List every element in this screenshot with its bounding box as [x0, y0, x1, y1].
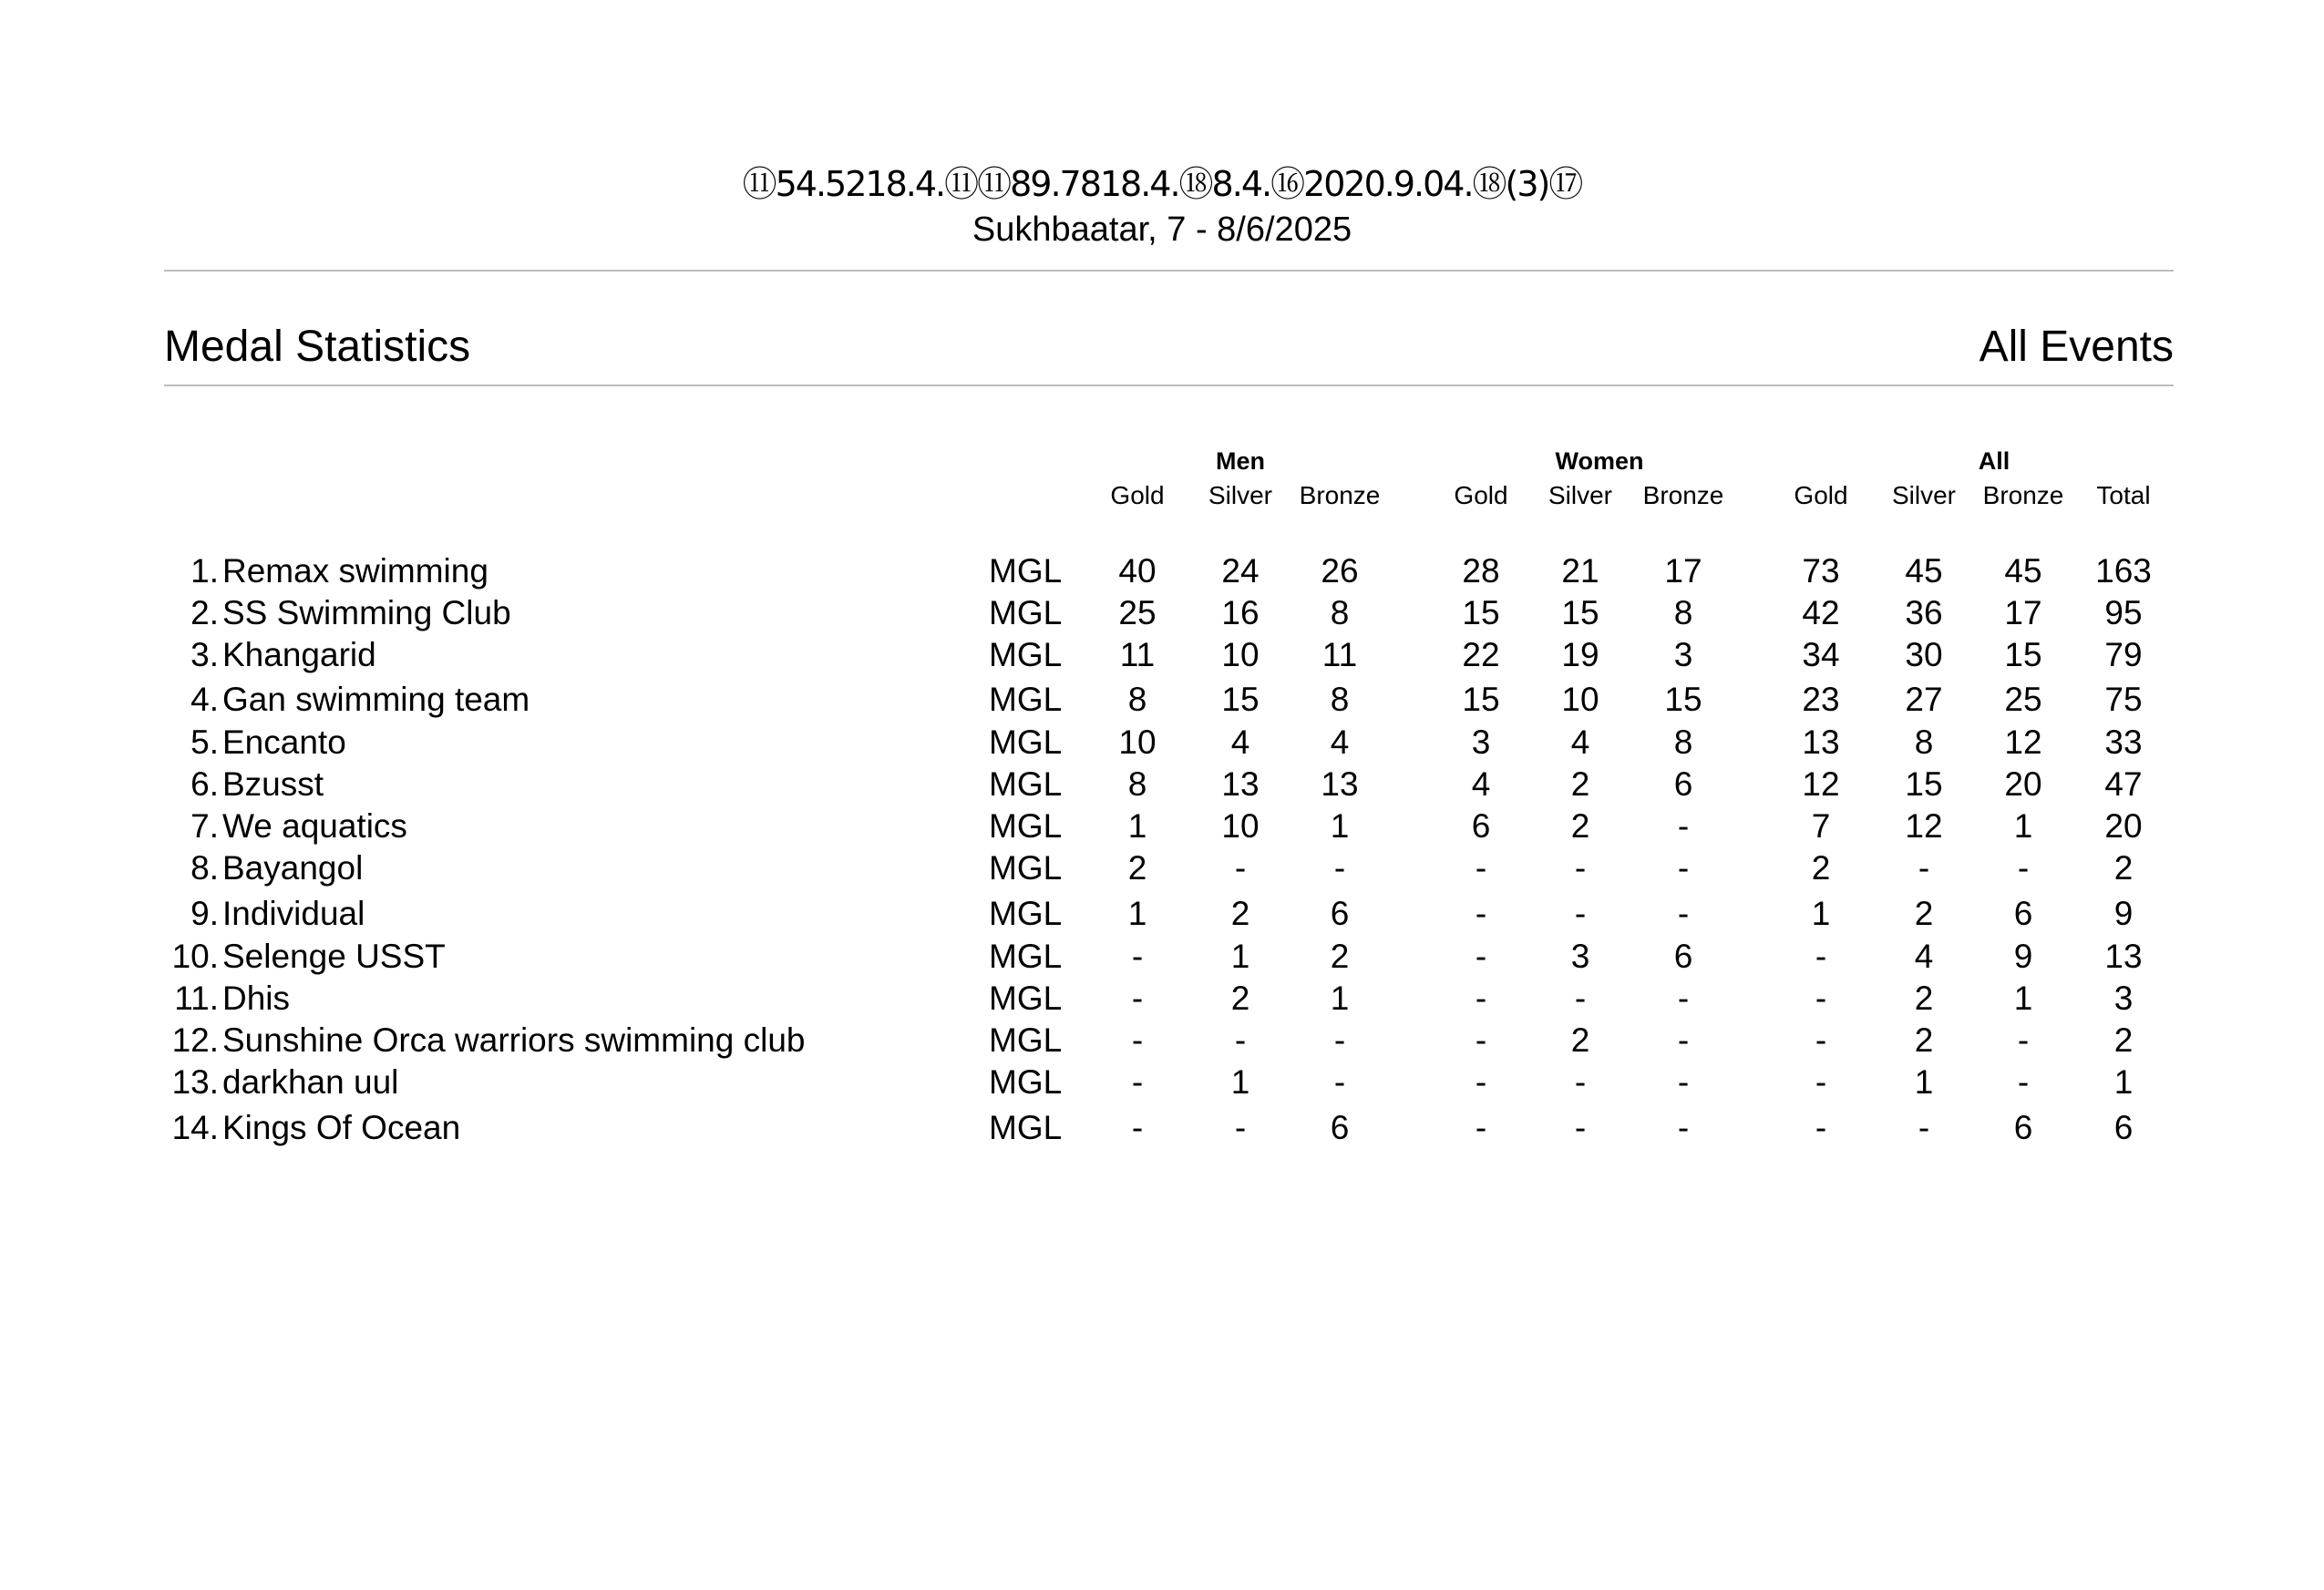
- medal-count-cell: 8: [1127, 765, 1147, 803]
- country-cell: MGL: [989, 765, 1063, 803]
- club-name-cell: Remax swimming: [222, 552, 488, 590]
- medal-count-cell: 10: [1561, 681, 1599, 718]
- medal-count-cell: 1: [1230, 1063, 1250, 1101]
- medal-count-cell: 1: [2113, 1063, 2134, 1101]
- country-cell: MGL: [989, 1063, 1063, 1101]
- medal-count-cell: -: [1475, 938, 1487, 975]
- club-name-cell: Bayangol: [222, 849, 364, 887]
- table-row: [0, 1107, 2324, 1149]
- medal-count-cell: 16: [1221, 594, 1260, 631]
- column-header-bronze: Bronze: [1299, 481, 1381, 509]
- medal-count-cell: 2: [1230, 895, 1250, 932]
- medal-count-cell: 22: [1462, 636, 1500, 673]
- rank-cell: 5.: [190, 723, 219, 761]
- medal-count-cell: 1: [2013, 807, 2033, 845]
- country-cell: MGL: [989, 723, 1063, 761]
- medal-count-cell: -: [1815, 1109, 1827, 1146]
- medal-count-cell: -: [1333, 1063, 1346, 1101]
- medal-count-cell: 1: [1230, 938, 1250, 975]
- column-header-gold: Gold: [1110, 481, 1165, 509]
- table-row: [0, 805, 2324, 847]
- medal-count-cell: 3: [1673, 636, 1693, 673]
- medal-count-cell: 8: [1127, 681, 1147, 718]
- medal-count-cell: 1: [1330, 807, 1350, 845]
- club-name-cell: Individual: [222, 895, 365, 932]
- medal-count-cell: 6: [2013, 1109, 2033, 1146]
- medal-count-cell: 6: [1673, 938, 1693, 975]
- medal-count-cell: 1: [1127, 895, 1147, 932]
- medal-count-cell: -: [1677, 895, 1690, 932]
- rank-cell: 7.: [190, 807, 219, 845]
- medal-count-cell: -: [1918, 1109, 1930, 1146]
- medal-count-cell: -: [1574, 895, 1587, 932]
- club-name-cell: SS Swimming Club: [222, 594, 511, 631]
- medal-count-cell: -: [2017, 849, 2030, 887]
- table-row: [0, 679, 2324, 721]
- medal-count-cell: -: [1815, 1021, 1827, 1059]
- medal-count-cell: 12: [2004, 723, 2042, 761]
- medal-count-cell: 15: [1462, 594, 1500, 631]
- medal-count-cell: 1: [1127, 807, 1147, 845]
- country-cell: MGL: [989, 849, 1063, 887]
- column-header-bronze: Bronze: [1642, 481, 1724, 509]
- medal-count-cell: 6: [1673, 765, 1693, 803]
- medal-count-cell: 79: [2104, 636, 2143, 673]
- medal-count-cell: 4: [1570, 723, 1590, 761]
- medal-count-cell: -: [1475, 895, 1487, 932]
- medal-count-cell: 13: [2104, 938, 2143, 975]
- medal-count-cell: -: [1131, 1063, 1144, 1101]
- medal-count-cell: -: [1815, 980, 1827, 1017]
- medal-count-cell: 27: [1905, 681, 1943, 718]
- medal-count-cell: 2: [1811, 849, 1831, 887]
- medal-count-cell: 10: [1221, 807, 1260, 845]
- table-row: [0, 722, 2324, 764]
- rank-cell: 4.: [190, 681, 219, 718]
- medal-count-cell: 42: [1802, 594, 1840, 631]
- rank-cell: 3.: [190, 636, 219, 673]
- medal-count-cell: 15: [1905, 765, 1943, 803]
- club-name-cell: Khangarid: [222, 636, 376, 673]
- medal-count-cell: -: [1333, 849, 1346, 887]
- medal-count-cell: -: [2017, 1063, 2030, 1101]
- medal-count-cell: -: [1475, 1063, 1487, 1101]
- table-row: [0, 634, 2324, 676]
- rank-cell: 11.: [174, 980, 219, 1017]
- medal-count-cell: 8: [1673, 594, 1693, 631]
- medal-count-cell: 8: [1330, 594, 1350, 631]
- medal-count-cell: 25: [1118, 594, 1157, 631]
- medal-count-cell: 26: [1321, 552, 1359, 590]
- medal-count-cell: 33: [2104, 723, 2143, 761]
- medal-count-cell: -: [1131, 1021, 1144, 1059]
- medal-count-cell: 3: [2113, 980, 2134, 1017]
- section-divider: [164, 385, 2174, 386]
- medal-count-cell: 21: [1561, 552, 1599, 590]
- country-cell: MGL: [989, 938, 1063, 975]
- medal-count-cell: 23: [1802, 681, 1840, 718]
- column-header-silver: Silver: [1891, 481, 1956, 509]
- medal-count-cell: 17: [1664, 552, 1702, 590]
- rank-cell: 9.: [190, 895, 219, 932]
- country-cell: MGL: [989, 807, 1063, 845]
- medal-count-cell: -: [1234, 1021, 1247, 1059]
- medal-count-cell: -: [1574, 980, 1587, 1017]
- medal-count-cell: 1: [1914, 1063, 1934, 1101]
- header-divider: [164, 270, 2174, 272]
- group-header-all: All: [1978, 447, 2010, 475]
- medal-count-cell: 10: [1221, 636, 1260, 673]
- medal-count-cell: 30: [1905, 636, 1943, 673]
- medal-count-cell: 1: [2013, 980, 2033, 1017]
- medal-count-cell: 40: [1118, 552, 1157, 590]
- medal-count-cell: -: [1475, 980, 1487, 1017]
- medal-count-cell: 24: [1221, 552, 1260, 590]
- rank-cell: 6.: [190, 765, 219, 803]
- medal-count-cell: 13: [1802, 723, 1840, 761]
- medal-count-cell: 4: [1330, 723, 1350, 761]
- medal-count-cell: 13: [1321, 765, 1359, 803]
- medal-count-cell: 6: [1471, 807, 1491, 845]
- rank-cell: 8.: [190, 849, 219, 887]
- medal-count-cell: -: [1677, 1021, 1690, 1059]
- medal-count-cell: 1: [1811, 895, 1831, 932]
- club-name-cell: We aquatics: [222, 807, 407, 845]
- medal-count-cell: 11: [1119, 636, 1156, 673]
- club-name-cell: Encanto: [222, 723, 346, 761]
- column-header-bronze: Bronze: [1982, 481, 2064, 509]
- medal-count-cell: 6: [1330, 895, 1350, 932]
- medal-count-cell: 3: [1570, 938, 1590, 975]
- medal-count-cell: 15: [1221, 681, 1260, 718]
- medal-count-cell: 4: [1471, 765, 1491, 803]
- medal-count-cell: 12: [1905, 807, 1943, 845]
- medal-count-cell: 45: [2004, 552, 2042, 590]
- medal-count-cell: -: [1574, 1063, 1587, 1101]
- table-row: [0, 978, 2324, 1020]
- medal-count-cell: 2: [1570, 807, 1590, 845]
- medal-count-cell: -: [1574, 849, 1587, 887]
- table-row: [0, 1020, 2324, 1062]
- medal-count-cell: -: [1475, 1021, 1487, 1059]
- medal-count-cell: 15: [1561, 594, 1599, 631]
- event-location-date: Sukhbaatar, 7 - 8/6/2025: [972, 210, 1352, 249]
- medal-count-cell: 9: [2113, 895, 2134, 932]
- club-name-cell: Gan swimming team: [222, 681, 530, 718]
- medal-count-cell: -: [1677, 980, 1690, 1017]
- table-row: [0, 936, 2324, 978]
- rank-cell: 14.: [171, 1109, 219, 1146]
- medal-count-cell: -: [1131, 1109, 1144, 1146]
- table-row: [0, 550, 2324, 592]
- medal-count-cell: 2: [1127, 849, 1147, 887]
- medal-count-cell: 11: [1321, 636, 1358, 673]
- medal-count-cell: 163: [2095, 552, 2152, 590]
- club-name-cell: Sunshine Orca warriors swimming club: [222, 1021, 806, 1059]
- medal-count-cell: 6: [2013, 895, 2033, 932]
- table-row: [0, 592, 2324, 634]
- medal-count-cell: -: [1677, 1109, 1690, 1146]
- table-row: [0, 847, 2324, 889]
- rank-cell: 2.: [190, 594, 219, 631]
- medal-count-cell: 8: [1914, 723, 1934, 761]
- medal-count-cell: 8: [1673, 723, 1693, 761]
- medal-count-cell: 12: [1802, 765, 1840, 803]
- medal-count-cell: 17: [2004, 594, 2042, 631]
- column-header-gold: Gold: [1454, 481, 1508, 509]
- country-cell: MGL: [989, 594, 1063, 631]
- club-name-cell: Dhis: [222, 980, 291, 1017]
- medal-count-cell: -: [1234, 849, 1247, 887]
- table-row: [0, 893, 2324, 935]
- medal-count-cell: 4: [1914, 938, 1934, 975]
- table-row: [0, 1062, 2324, 1103]
- medal-count-cell: 3: [1471, 723, 1491, 761]
- section-title: Medal Statistics: [164, 323, 471, 371]
- club-name-cell: darkhan uul: [222, 1063, 399, 1101]
- medal-count-cell: 6: [2113, 1109, 2134, 1146]
- country-cell: MGL: [989, 980, 1063, 1017]
- medal-count-cell: 2: [1230, 980, 1250, 1017]
- medal-count-cell: 95: [2104, 594, 2143, 631]
- medal-count-cell: -: [2017, 1021, 2030, 1059]
- medal-count-cell: -: [1333, 1021, 1346, 1059]
- medal-count-cell: 8: [1330, 681, 1350, 718]
- medal-count-cell: -: [1131, 980, 1144, 1017]
- section-scope: All Events: [1979, 323, 2174, 371]
- medal-count-cell: 2: [2113, 849, 2134, 887]
- column-header-total: Total: [2096, 481, 2151, 509]
- medal-count-cell: 15: [1462, 681, 1500, 718]
- country-cell: MGL: [989, 1109, 1063, 1146]
- medal-count-cell: 75: [2104, 681, 2143, 718]
- medal-count-cell: -: [1574, 1109, 1587, 1146]
- medal-count-cell: -: [1475, 849, 1487, 887]
- medal-count-cell: -: [1475, 1109, 1487, 1146]
- medal-count-cell: 28: [1462, 552, 1500, 590]
- rank-cell: 10.: [171, 938, 219, 975]
- medal-count-cell: 9: [2013, 938, 2033, 975]
- medal-count-cell: 6: [1330, 1109, 1350, 1146]
- rank-cell: 13.: [171, 1063, 219, 1101]
- medal-count-cell: -: [1815, 1063, 1827, 1101]
- rank-cell: 12.: [171, 1021, 219, 1059]
- medal-count-cell: -: [1677, 807, 1690, 845]
- medal-count-cell: 2: [1914, 1021, 1934, 1059]
- medal-count-cell: -: [1918, 849, 1930, 887]
- medal-count-cell: 4: [1230, 723, 1250, 761]
- medal-count-cell: 13: [1221, 765, 1260, 803]
- medal-count-cell: -: [1677, 1063, 1690, 1101]
- medal-count-cell: 25: [2004, 681, 2042, 718]
- medal-count-cell: 2: [1914, 980, 1934, 1017]
- club-name-cell: Selenge USST: [222, 938, 446, 975]
- group-header-men: Men: [1216, 447, 1265, 475]
- medal-count-cell: 45: [1905, 552, 1943, 590]
- medal-count-cell: 47: [2104, 765, 2143, 803]
- table-row: [0, 764, 2324, 805]
- medal-count-cell: 2: [1570, 765, 1590, 803]
- column-header-silver: Silver: [1548, 481, 1612, 509]
- country-cell: MGL: [989, 681, 1063, 718]
- country-cell: MGL: [989, 895, 1063, 932]
- medal-count-cell: 34: [1802, 636, 1840, 673]
- rank-cell: 1.: [190, 552, 219, 590]
- medal-count-cell: 7: [1811, 807, 1831, 845]
- medal-count-cell: 36: [1905, 594, 1943, 631]
- medal-count-cell: 15: [2004, 636, 2042, 673]
- club-name-cell: Bzusst: [222, 765, 324, 803]
- medal-count-cell: 10: [1118, 723, 1157, 761]
- medal-count-cell: 20: [2104, 807, 2143, 845]
- country-cell: MGL: [989, 636, 1063, 673]
- medal-count-cell: 15: [1664, 681, 1702, 718]
- medal-count-cell: 2: [1330, 938, 1350, 975]
- medal-count-cell: -: [1131, 938, 1144, 975]
- medal-count-cell: 19: [1561, 636, 1599, 673]
- column-header-silver: Silver: [1208, 481, 1272, 509]
- medal-count-cell: -: [1815, 938, 1827, 975]
- medal-count-cell: 73: [1802, 552, 1840, 590]
- medal-count-cell: 2: [1570, 1021, 1590, 1059]
- country-cell: MGL: [989, 552, 1063, 590]
- column-header-gold: Gold: [1794, 481, 1848, 509]
- event-title: ⑪54.5218.4.⑪⑪89.7818.4.⑱8.4.⑯2020.9.04.⑱(3)⑰: [742, 164, 1582, 204]
- country-cell: MGL: [989, 1021, 1063, 1059]
- club-name-cell: Kings Of Ocean: [222, 1109, 461, 1146]
- medal-count-cell: 2: [2113, 1021, 2134, 1059]
- medal-count-cell: -: [1234, 1109, 1247, 1146]
- group-header-women: Women: [1555, 447, 1644, 475]
- medal-count-cell: -: [1677, 849, 1690, 887]
- medal-count-cell: 1: [1330, 980, 1350, 1017]
- medal-count-cell: 2: [1914, 895, 1934, 932]
- medal-count-cell: 20: [2004, 765, 2042, 803]
